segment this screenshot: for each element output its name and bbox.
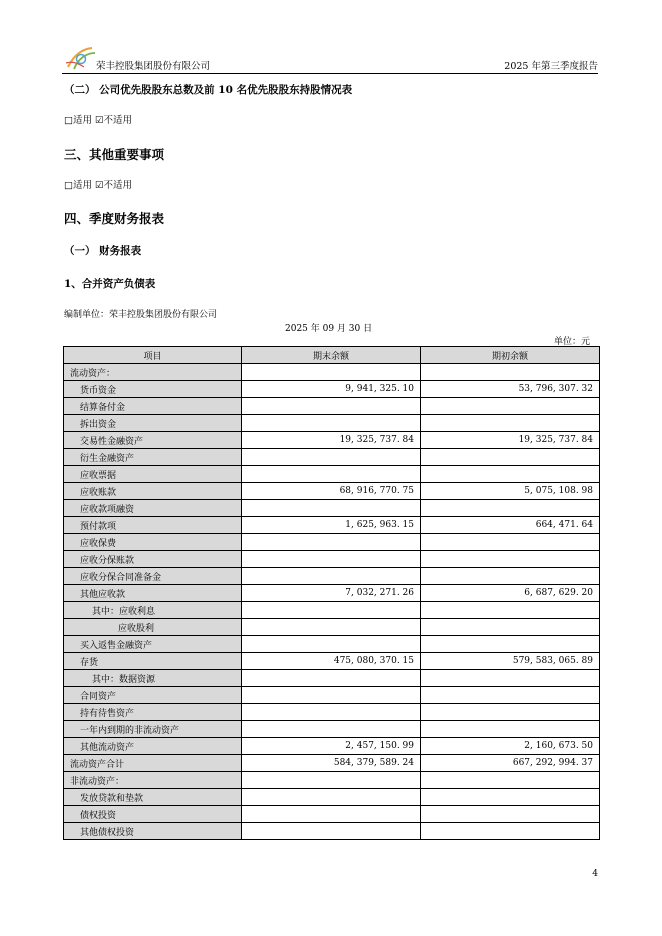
row-end-balance: 475, 080, 370. 15	[242, 653, 421, 670]
balance-sheet-heading: 1、合并资产负债表	[64, 278, 156, 290]
row-item-label: 流动资产：	[64, 364, 242, 381]
row-begin-balance	[421, 789, 600, 806]
row-begin-balance	[421, 687, 600, 704]
row-item-label: 其中：应收利息	[64, 602, 242, 619]
row-begin-balance	[421, 602, 600, 619]
row-begin-balance: 5, 075, 108. 98	[421, 483, 600, 500]
row-item-label: 流动资产合计	[64, 755, 242, 772]
row-item-label: 应收保费	[64, 534, 242, 551]
row-end-balance	[242, 398, 421, 415]
row-item-label: 其中：数据资源	[64, 670, 242, 687]
table-row	[64, 551, 600, 568]
table-row	[64, 483, 600, 500]
table-row	[64, 381, 600, 398]
row-begin-balance	[421, 619, 600, 636]
table-row	[64, 534, 600, 551]
row-end-balance	[242, 704, 421, 721]
row-end-balance	[242, 602, 421, 619]
row-begin-balance: 664, 471. 64	[421, 517, 600, 534]
compiler-label: 编制单位：荣丰控股集团股份有限公司	[64, 310, 218, 320]
row-item-label: 持有待售资产	[64, 704, 242, 721]
row-begin-balance	[421, 415, 600, 432]
row-begin-balance	[421, 568, 600, 585]
row-end-balance	[242, 500, 421, 517]
table-row	[64, 704, 600, 721]
row-begin-balance	[421, 806, 600, 823]
row-end-balance: 19, 325, 737. 84	[242, 432, 421, 449]
table-row	[64, 687, 600, 704]
unit-label: 单位：元	[553, 337, 590, 347]
page-number: 4	[592, 869, 598, 879]
table-row	[64, 364, 600, 381]
row-end-balance	[242, 364, 421, 381]
column-header-begin-balance: 期初余额	[421, 347, 600, 364]
row-item-label: 衍生金融资产	[64, 449, 242, 466]
page-header	[62, 45, 598, 74]
financial-statements-heading: 四、季度财务报表	[64, 211, 165, 226]
table-row	[64, 517, 600, 534]
row-item-label: 交易性金融资产	[64, 432, 242, 449]
column-header-end-balance: 期末余额	[242, 347, 421, 364]
table-row	[64, 653, 600, 670]
row-begin-balance	[421, 398, 600, 415]
table-row	[64, 568, 600, 585]
row-begin-balance	[421, 772, 600, 789]
financial-statements-subheading: （一） 财务报表	[64, 245, 142, 257]
table-row	[64, 466, 600, 483]
row-item-label: 非流动资产：	[64, 772, 242, 789]
row-end-balance: 7, 032, 271. 26	[242, 585, 421, 602]
table-row	[64, 738, 600, 755]
row-item-label: 应收股利	[64, 619, 242, 636]
company-logo	[64, 45, 98, 71]
row-end-balance	[242, 568, 421, 585]
row-end-balance	[242, 670, 421, 687]
row-begin-balance	[421, 823, 600, 840]
row-item-label: 应收账款	[64, 483, 242, 500]
preferred-applicability: □适用 ☑不适用	[64, 115, 133, 126]
row-begin-balance	[421, 636, 600, 653]
table-row	[64, 721, 600, 738]
table-row	[64, 500, 600, 517]
table-row	[64, 432, 600, 449]
row-item-label: 其他应收款	[64, 585, 242, 602]
table-row	[64, 449, 600, 466]
row-begin-balance	[421, 670, 600, 687]
row-begin-balance	[421, 466, 600, 483]
row-item-label: 买入返售金融资产	[64, 636, 242, 653]
row-item-label: 发放贷款和垫款	[64, 789, 242, 806]
row-end-balance	[242, 415, 421, 432]
table-row	[64, 619, 600, 636]
table-row	[64, 806, 600, 823]
row-end-balance	[242, 823, 421, 840]
table-row	[64, 755, 600, 772]
row-begin-balance	[421, 500, 600, 517]
table-row	[64, 415, 600, 432]
row-item-label: 合同资产	[64, 687, 242, 704]
table-row	[64, 772, 600, 789]
row-item-label: 应收款项融资	[64, 500, 242, 517]
row-end-balance	[242, 619, 421, 636]
row-end-balance: 1, 625, 963. 15	[242, 517, 421, 534]
row-end-balance: 68, 916, 770. 75	[242, 483, 421, 500]
report-date: 2025 年 09 月 30 日	[285, 324, 373, 334]
row-begin-balance: 579, 583, 065. 89	[421, 653, 600, 670]
row-end-balance: 9, 941, 325. 10	[242, 381, 421, 398]
table-row	[64, 398, 600, 415]
row-item-label: 结算备付金	[64, 398, 242, 415]
row-item-label: 预付款项	[64, 517, 242, 534]
row-item-label: 拆出资金	[64, 415, 242, 432]
row-end-balance	[242, 534, 421, 551]
row-item-label: 一年内到期的非流动资产	[64, 721, 242, 738]
table-row	[64, 602, 600, 619]
column-header-item: 项目	[64, 347, 242, 364]
table-row	[64, 670, 600, 687]
row-item-label: 货币资金	[64, 381, 242, 398]
row-end-balance	[242, 449, 421, 466]
row-end-balance	[242, 687, 421, 704]
row-begin-balance: 667, 292, 994. 37	[421, 755, 600, 772]
preferred-shareholders-heading: （二） 公司优先股股东总数及前 10 名优先股股东持股情况表	[64, 84, 353, 96]
row-item-label: 应收票据	[64, 466, 242, 483]
other-matters-applicability: □适用 ☑不适用	[64, 180, 133, 191]
row-begin-balance	[421, 721, 600, 738]
balance-sheet-table	[63, 346, 600, 840]
row-end-balance	[242, 551, 421, 568]
row-begin-balance	[421, 534, 600, 551]
row-begin-balance: 19, 325, 737. 84	[421, 432, 600, 449]
table-row	[64, 585, 600, 602]
other-matters-heading: 三、其他重要事项	[64, 147, 165, 162]
row-item-label: 存货	[64, 653, 242, 670]
row-item-label: 应收分保账款	[64, 551, 242, 568]
row-end-balance: 2, 457, 150. 99	[242, 738, 421, 755]
row-end-balance	[242, 772, 421, 789]
row-end-balance	[242, 789, 421, 806]
row-end-balance	[242, 636, 421, 653]
company-name: 荣丰控股集团股份有限公司	[96, 61, 211, 72]
row-item-label: 其他债权投资	[64, 823, 242, 840]
row-begin-balance	[421, 364, 600, 381]
row-end-balance	[242, 806, 421, 823]
table-row	[64, 789, 600, 806]
row-begin-balance	[421, 551, 600, 568]
row-end-balance	[242, 721, 421, 738]
row-item-label: 债权投资	[64, 806, 242, 823]
table-row	[64, 823, 600, 840]
row-item-label: 其他流动资产	[64, 738, 242, 755]
row-end-balance	[242, 466, 421, 483]
row-end-balance: 584, 379, 589. 24	[242, 755, 421, 772]
row-begin-balance: 6, 687, 629. 20	[421, 585, 600, 602]
table-header-row	[64, 347, 600, 364]
row-begin-balance	[421, 704, 600, 721]
row-begin-balance: 53, 796, 307. 32	[421, 381, 600, 398]
row-begin-balance: 2, 160, 673. 50	[421, 738, 600, 755]
report-title: 2025 年第三季度报告	[504, 61, 598, 72]
table-row	[64, 636, 600, 653]
row-begin-balance	[421, 449, 600, 466]
row-item-label: 应收分保合同准备金	[64, 568, 242, 585]
